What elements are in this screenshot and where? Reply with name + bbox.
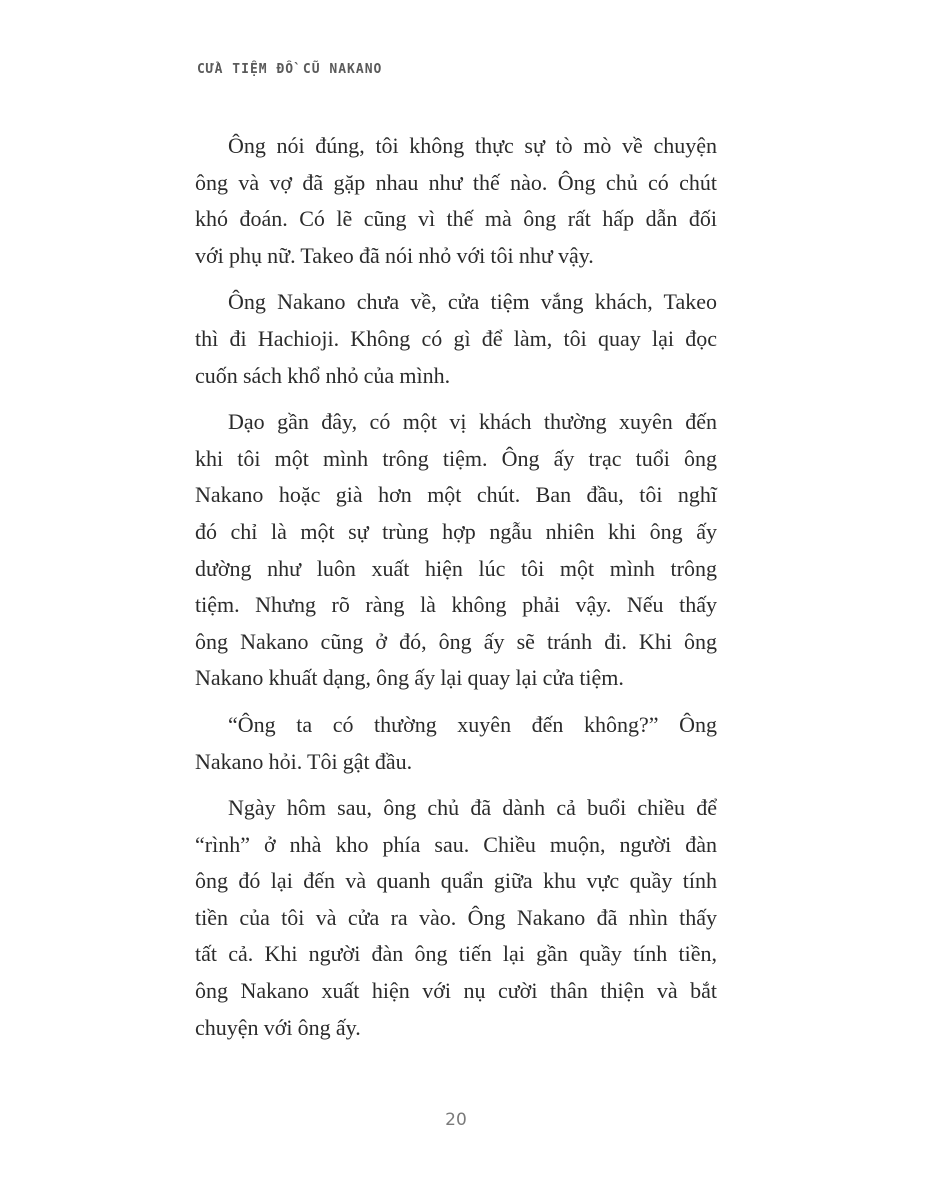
text-line: tiệm. Nhưng rõ ràng là không phải vậy. Nếu thấy — [195, 592, 717, 618]
paragraph — [195, 128, 717, 274]
page-number: 20 — [445, 1110, 467, 1130]
running-header: CỬA TIỆM ĐỒ CŨ NAKANO — [197, 62, 383, 77]
text-line: Ông Nakano chưa về, cửa tiệm vắng khách, Takeo — [228, 289, 717, 315]
text-line: ông Nakano cũng ở đó, ông ấy sẽ tránh đi. Khi ông — [195, 628, 717, 654]
text-line: đó chỉ là một sự trùng hợp ngẫu nhiên khi ông ấy — [195, 518, 717, 544]
text-line: Ông nói đúng, tôi không thực sự tò mò về chuyện — [228, 133, 717, 158]
text-line: với phụ nữ. Takeo đã nói nhỏ với tôi như vậy. — [195, 242, 594, 268]
text-line: cuốn sách khổ nhỏ của mình. — [195, 362, 451, 388]
text-line: Dạo gần đây, có một vị khách thường xuyên đến — [228, 409, 717, 435]
text-line: ông và vợ đã gặp nhau như thế nào. Ông chủ có chút — [195, 169, 717, 195]
body-text — [195, 128, 717, 1056]
text-line: “Ông ta có thường xuyên đến không?” Ông — [228, 711, 717, 737]
text-line: Nakano hoặc già hơn một chút. Ban đầu, tôi nghĩ — [195, 482, 717, 508]
text-line: ông đó lại đến và quanh quẩn giữa khu vực quầy tính — [195, 868, 717, 894]
text-line: khi tôi một mình trông tiệm. Ông ấy trạc tuổi ông — [195, 445, 717, 471]
paragraph — [195, 284, 717, 394]
text-line: dường như luôn xuất hiện lúc tôi một mình trông — [195, 555, 717, 581]
text-line: khó đoán. Có lẽ cũng vì thế mà ông rất hấp dẫn đối — [195, 206, 717, 232]
paragraph — [195, 790, 717, 1046]
text-line: Nakano khuất dạng, ông ấy lại quay lại cửa tiệm. — [195, 665, 624, 691]
paragraph — [195, 707, 717, 780]
text-line: tất cả. Khi người đàn ông tiến lại gần quầy tính tiền, — [195, 941, 717, 967]
text-line: thì đi Hachioji. Không có gì để làm, tôi quay lại đọc — [195, 325, 717, 351]
paragraph — [195, 404, 717, 697]
text-line: tiền của tôi và cửa ra vào. Ông Nakano đã nhìn thấy — [195, 904, 717, 930]
text-line: Ngày hôm sau, ông chủ đã dành cả buổi chiều để — [228, 795, 717, 821]
text-line: ông Nakano xuất hiện với nụ cười thân thiện và bắt — [195, 978, 717, 1004]
text-line: chuyện với ông ấy. — [195, 1014, 361, 1040]
text-line: Nakano hỏi. Tôi gật đầu. — [195, 748, 413, 774]
text-line: “rình” ở nhà kho phía sau. Chiều muộn, người đàn — [195, 831, 717, 857]
